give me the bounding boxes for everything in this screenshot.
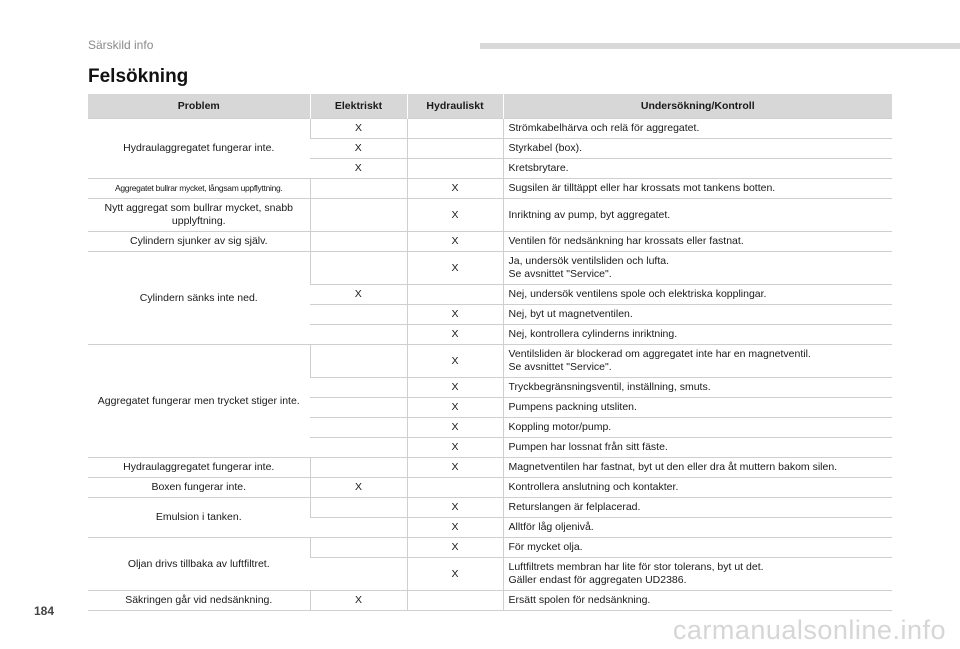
column-header-problem: Problem xyxy=(88,94,310,119)
problem-cell: Hydraulaggregatet fungerar inte. xyxy=(88,458,310,478)
problem-cell: Säkringen går vid nedsänkning. xyxy=(88,591,310,611)
column-header-electrical: Elektriskt xyxy=(310,94,407,119)
table-row xyxy=(88,179,892,199)
hydraulic-cell: X xyxy=(407,199,503,232)
table-row xyxy=(88,252,892,285)
table-row xyxy=(88,458,892,478)
hydraulic-cell xyxy=(407,139,503,159)
electrical-cell: X xyxy=(310,478,407,498)
hydraulic-cell: X xyxy=(407,538,503,558)
electrical-cell xyxy=(310,418,407,438)
hydraulic-cell xyxy=(407,478,503,498)
electrical-cell: X xyxy=(310,591,407,611)
electrical-cell xyxy=(310,498,407,518)
problem-cell: Boxen fungerar inte. xyxy=(88,478,310,498)
check-cell: Returslangen är felplacerad. xyxy=(503,498,892,518)
hydraulic-cell: X xyxy=(407,345,503,378)
hydraulic-cell: X xyxy=(407,558,503,591)
hydraulic-cell: X xyxy=(407,398,503,418)
electrical-cell xyxy=(310,398,407,418)
electrical-cell xyxy=(310,179,407,199)
electrical-cell xyxy=(310,305,407,325)
table-header-row xyxy=(88,94,892,119)
header-rule xyxy=(480,43,960,49)
problem-cell: Nytt aggregat som bullrar mycket, snabb upplyftning. xyxy=(88,199,310,232)
electrical-cell: X xyxy=(310,285,407,305)
electrical-cell xyxy=(310,232,407,252)
table-row xyxy=(88,119,892,139)
check-cell: Alltför låg oljenivå. xyxy=(503,518,892,538)
table-row xyxy=(88,345,892,378)
check-cell: Tryckbegränsningsventil, inställning, smuts. xyxy=(503,378,892,398)
hydraulic-cell: X xyxy=(407,305,503,325)
check-cell: Sugsilen är tilltäppt eller har krossats mot tankens botten. xyxy=(503,179,892,199)
table-row xyxy=(88,478,892,498)
check-cell: Nej, undersök ventilens spole och elektriska kopplingar. xyxy=(503,285,892,305)
table-body xyxy=(88,119,892,611)
check-cell: Nej, byt ut magnetventilen. xyxy=(503,305,892,325)
check-cell: Nej, kontrollera cylinderns inriktning. xyxy=(503,325,892,345)
check-cell: Ersätt spolen för nedsänkning. xyxy=(503,591,892,611)
hydraulic-cell: X xyxy=(407,498,503,518)
electrical-cell: X xyxy=(310,119,407,139)
problem-cell: Oljan drivs tillbaka av luftfiltret. xyxy=(88,538,310,591)
check-cell: Styrkabel (box). xyxy=(503,139,892,159)
electrical-cell xyxy=(310,518,407,538)
page-number: 184 xyxy=(34,604,55,618)
problem-cell: Cylindern sjunker av sig själv. xyxy=(88,232,310,252)
watermark: carmanualsonline.info xyxy=(672,615,946,645)
table-row xyxy=(88,498,892,518)
check-cell: Kretsbrytare. xyxy=(503,159,892,179)
check-cell: Pumpen har lossnat från sitt fäste. xyxy=(503,438,892,458)
hydraulic-cell: X xyxy=(407,232,503,252)
page-title: Felsökning xyxy=(88,66,189,87)
hydraulic-cell xyxy=(407,159,503,179)
check-cell: Koppling motor/pump. xyxy=(503,418,892,438)
check-cell: Strömkabelhärva och relä för aggregatet. xyxy=(503,119,892,139)
check-cell: Kontrollera anslutning och kontakter. xyxy=(503,478,892,498)
table-row xyxy=(88,538,892,558)
check-cell: Ventilen för nedsänkning har krossats eller fastnat. xyxy=(503,232,892,252)
hydraulic-cell: X xyxy=(407,418,503,438)
table-row xyxy=(88,232,892,252)
electrical-cell: X xyxy=(310,159,407,179)
troubleshooting-table xyxy=(88,94,892,611)
hydraulic-cell xyxy=(407,285,503,305)
hydraulic-cell: X xyxy=(407,458,503,478)
hydraulic-cell: X xyxy=(407,438,503,458)
hydraulic-cell: X xyxy=(407,179,503,199)
electrical-cell xyxy=(310,458,407,478)
check-cell: Pumpens packning utsliten. xyxy=(503,398,892,418)
problem-cell: Hydraulaggregatet fungerar inte. xyxy=(88,119,310,179)
check-cell: Luftfiltrets membran har lite för stor tolerans, byt ut det. Gäller endast för aggregaten UD2386. xyxy=(503,558,892,591)
table-row xyxy=(88,199,892,232)
check-cell: Ventilsliden är blockerad om aggregatet inte har en magnetventil. Se avsnittet "Service". xyxy=(503,345,892,378)
electrical-cell xyxy=(310,252,407,285)
problem-cell: Aggregatet fungerar men trycket stiger inte. xyxy=(88,345,310,458)
electrical-cell xyxy=(310,558,407,591)
problem-cell: Emulsion i tanken. xyxy=(88,498,310,538)
hydraulic-cell: X xyxy=(407,518,503,538)
electrical-cell xyxy=(310,438,407,458)
hydraulic-cell: X xyxy=(407,325,503,345)
problem-cell: Aggregatet bullrar mycket, långsam uppflyttning. xyxy=(88,179,310,199)
problem-cell: Cylindern sänks inte ned. xyxy=(88,252,310,345)
hydraulic-cell: X xyxy=(407,252,503,285)
check-cell: Magnetventilen har fastnat, byt ut den eller dra åt muttern bakom silen. xyxy=(503,458,892,478)
electrical-cell xyxy=(310,538,407,558)
column-header-check: Undersökning/Kontroll xyxy=(503,94,892,119)
electrical-cell xyxy=(310,325,407,345)
section-label: Särskild info xyxy=(88,38,154,52)
check-cell: Inriktning av pump, byt aggregatet. xyxy=(503,199,892,232)
electrical-cell: X xyxy=(310,139,407,159)
hydraulic-cell: X xyxy=(407,378,503,398)
check-cell: Ja, undersök ventilsliden och lufta. Se avsnittet "Service". xyxy=(503,252,892,285)
check-cell: För mycket olja. xyxy=(503,538,892,558)
table-row xyxy=(88,591,892,611)
hydraulic-cell xyxy=(407,591,503,611)
column-header-hydraulic: Hydrauliskt xyxy=(407,94,503,119)
electrical-cell xyxy=(310,378,407,398)
electrical-cell xyxy=(310,345,407,378)
hydraulic-cell xyxy=(407,119,503,139)
electrical-cell xyxy=(310,199,407,232)
